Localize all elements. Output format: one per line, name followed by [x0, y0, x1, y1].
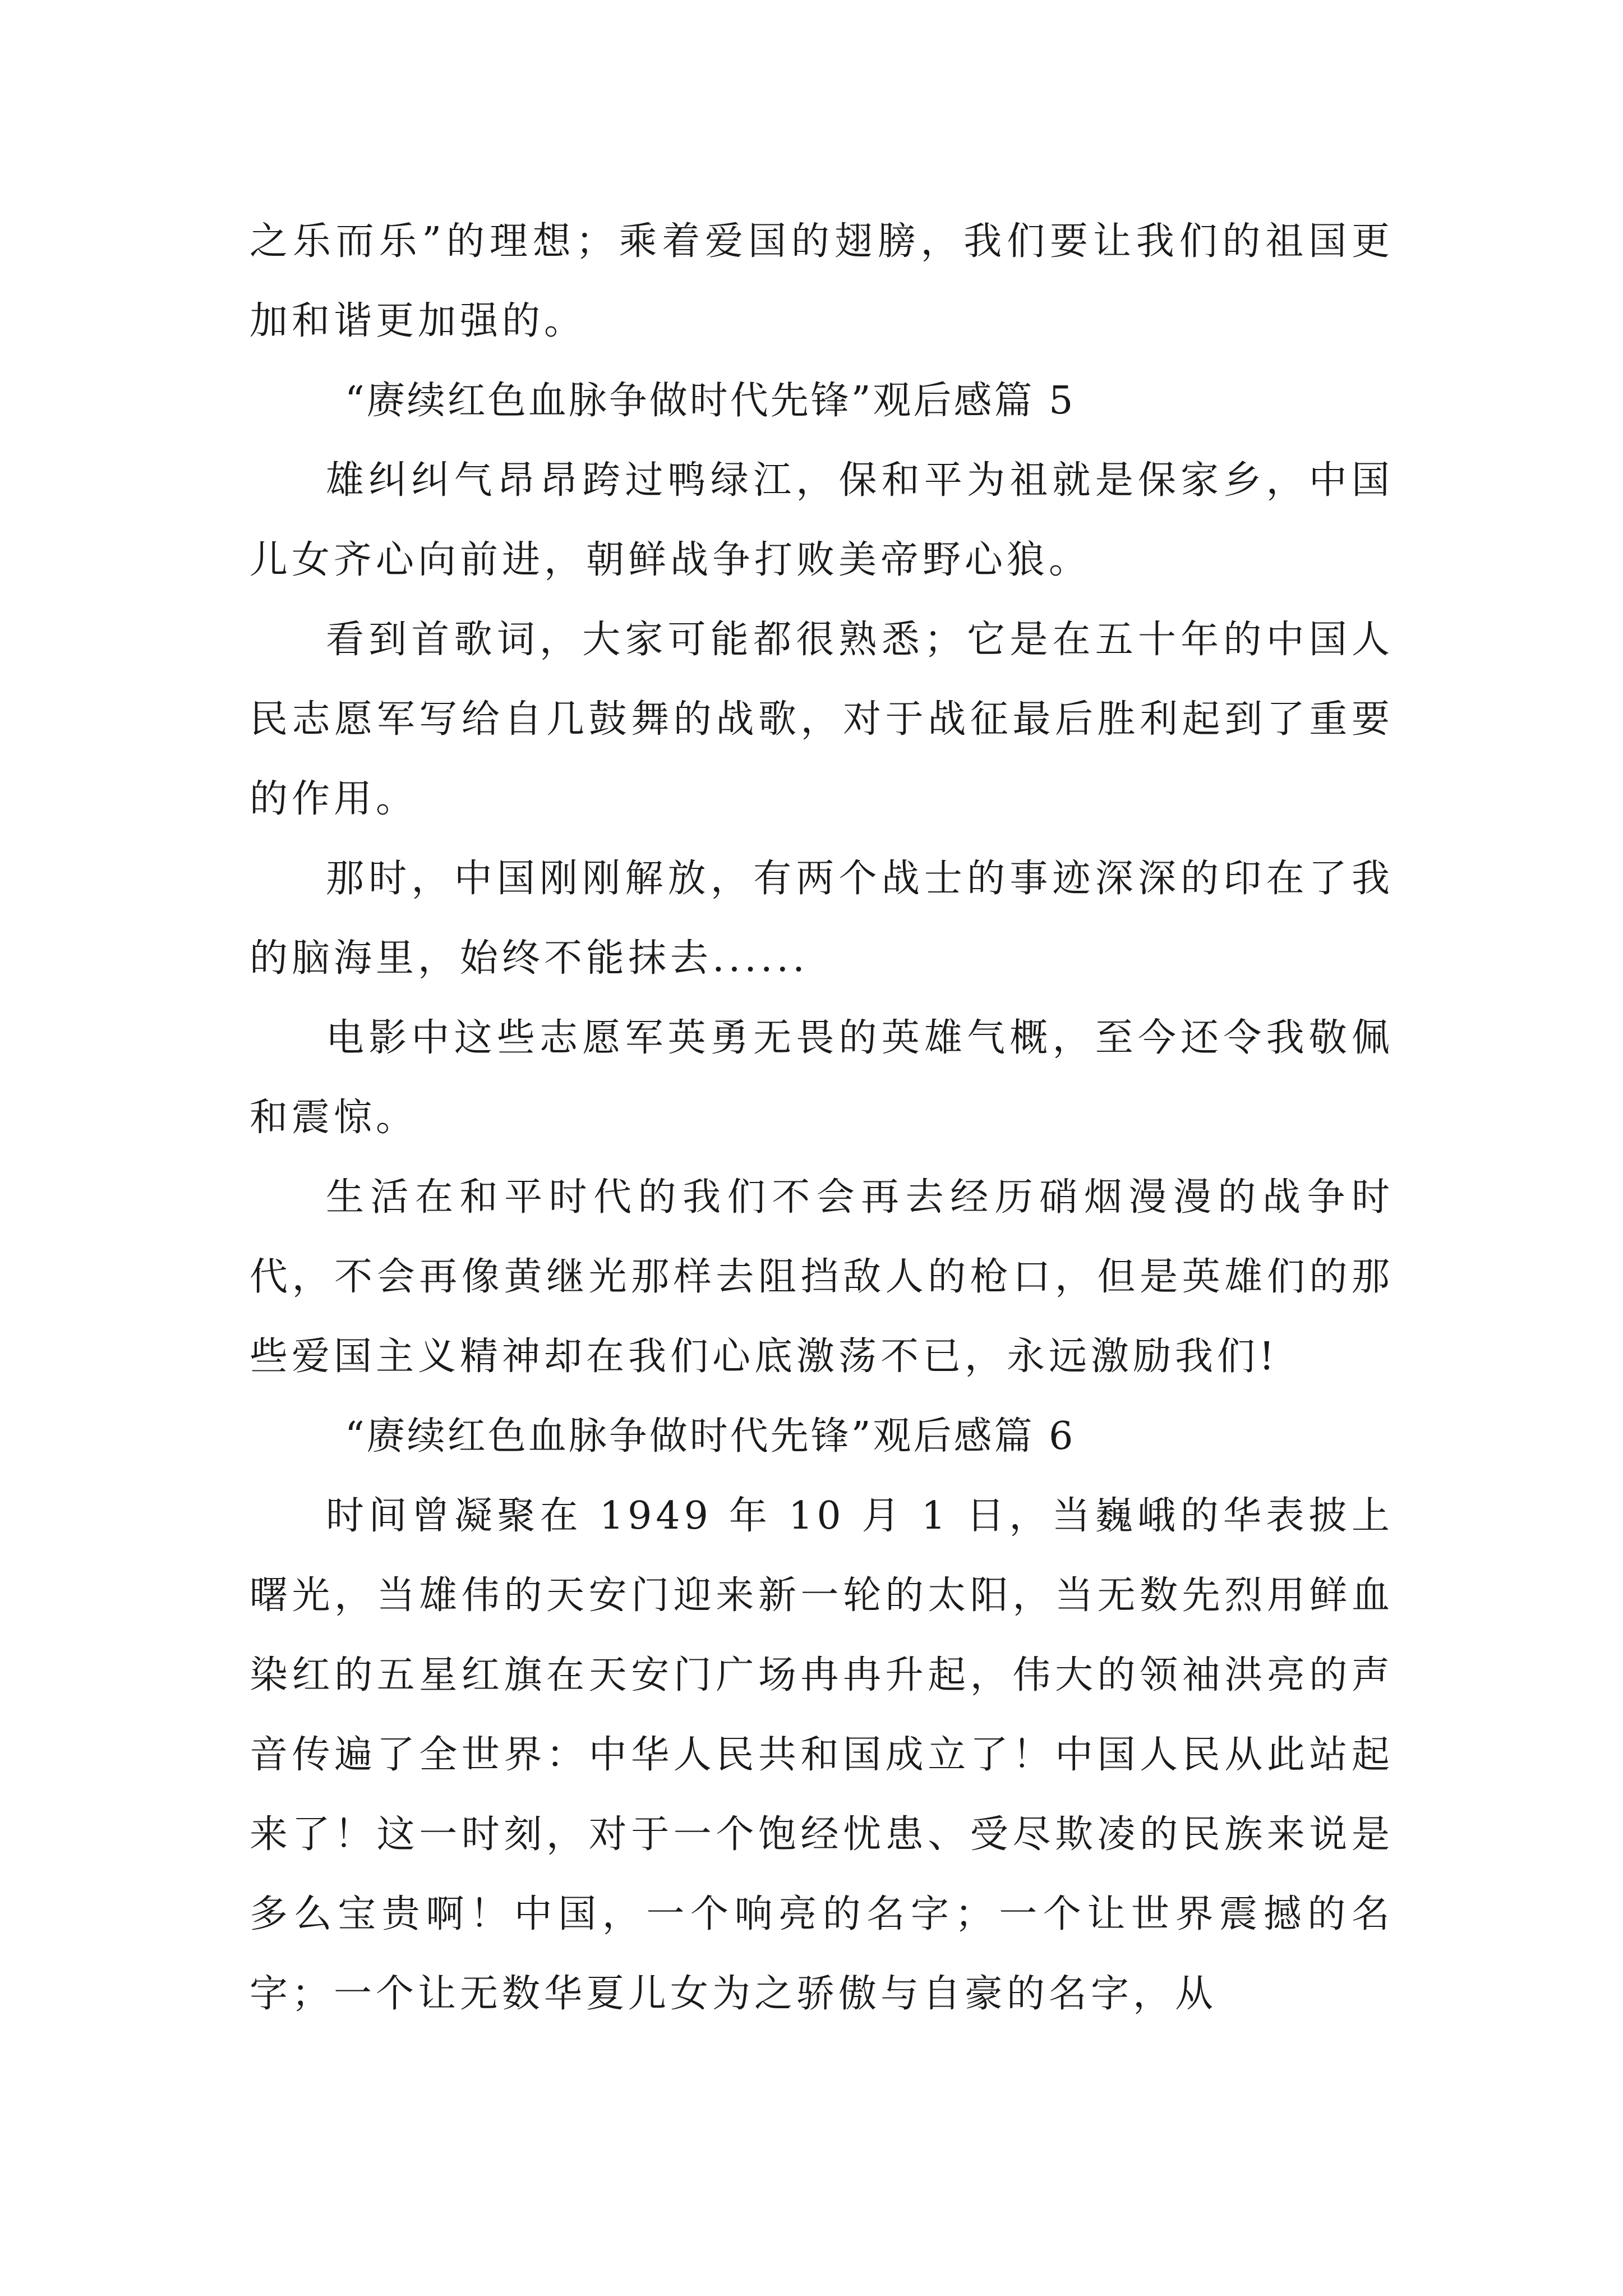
- section-heading-6: “赓续红色血脉争做时代先锋”观后感篇 6: [345, 1414, 1076, 1458]
- paragraph: 电影中这些志愿军英勇无畏的英雄气概，至今还令我敬佩和震惊。: [250, 1016, 1394, 1140]
- paragraph: 生活在和平时代的我们不会再去经历硝烟漫漫的战争时代，不会再像黄继光那样去阻挡敌人的枪口，但是英雄们的那些爱国主义精神却在我们心底激荡不已，永远激励我们!: [250, 1175, 1394, 1379]
- paragraph-continued: 之乐而乐”的理想；乘着爱国的翅膀，我们要让我们的祖国更加和谐更加强的。: [250, 219, 1394, 343]
- paragraph: 那时，中国刚刚解放，有两个战士的事迹深深的印在了我的脑海里，始终不能抹去......: [250, 857, 1394, 981]
- document-body: [250, 202, 1394, 2034]
- paragraph: 雄纠纠气昂昂跨过鸭绿江，保和平为祖就是保家乡，中国儿女齐心向前进，朝鲜战争打败美帝野心狼。: [250, 458, 1394, 582]
- paragraph: 时间曾凝聚在 1949 年 10 月 1 日，当巍峨的华表披上曙光，当雄伟的天安门迎来新一轮的太阳，当无数先烈用鲜血染红的五星红旗在天安门广场冉冉升起，伟大的领袖洪亮的声音传遍了全世界：中华人民共和国成立了！中国人民从此站起来了！这一时刻，对于一个饱经忧患、受尽欺凌的民族来说是多么宝贵啊！中国，一个响亮的名字；一个让世界震撼的名字；一个让无数华夏儿女为之骄傲与自豪的名字，从: [250, 1494, 1394, 2016]
- section-heading-5: “赓续红色血脉争做时代先锋”观后感篇 5: [345, 379, 1076, 423]
- paragraph: 看到首歌词，大家可能都很熟悉；它是在五十年的中国人民志愿军写给自几鼓舞的战歌，对于战征最后胜利起到了重要的作用。: [250, 618, 1394, 821]
